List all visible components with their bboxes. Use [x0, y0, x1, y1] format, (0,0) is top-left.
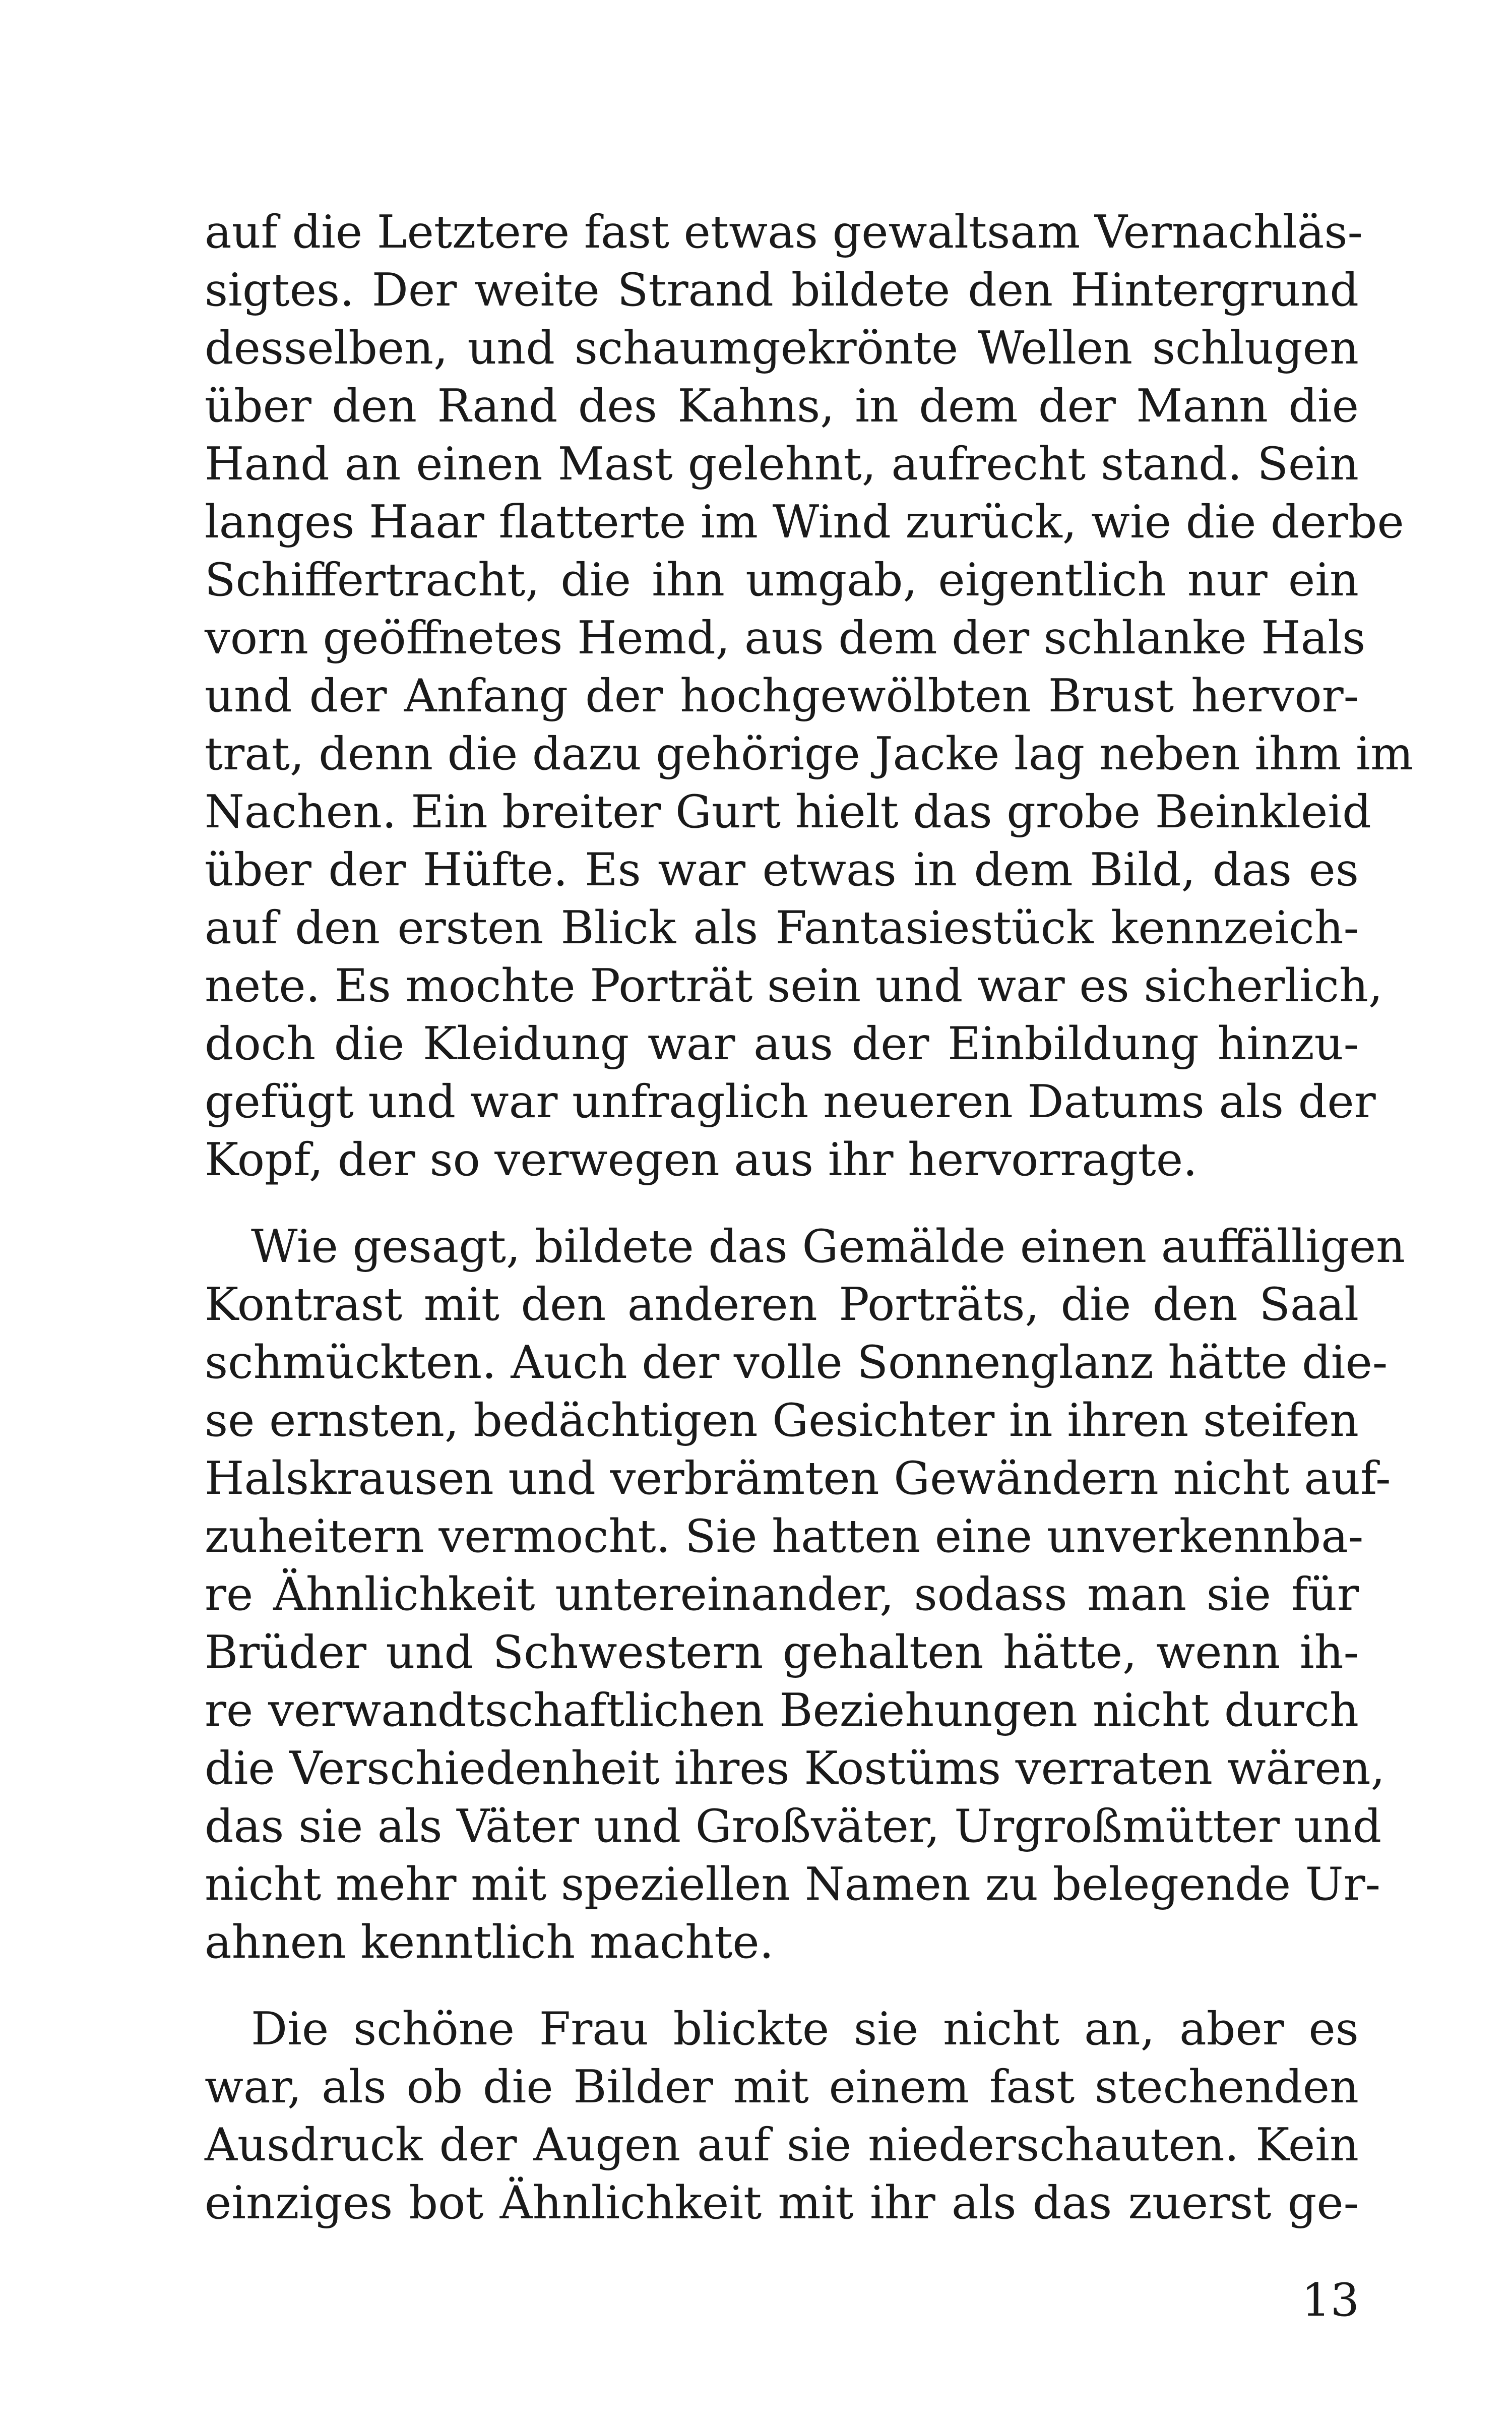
- paragraph-spacer: [205, 1971, 1359, 2000]
- text-line: doch die Kleidung war aus der Einbildung hinzu-: [205, 1017, 1359, 1070]
- text-line: über den Rand des Kahns, in dem der Mann die: [205, 380, 1359, 433]
- text-line: auf die Letztere fast etwas gewaltsam Vernachläs-: [205, 206, 1363, 259]
- text-line: Ausdruck der Augen auf sie niederschauten. Kein: [205, 2119, 1359, 2171]
- text-line: die Verschiedenheit ihres Kostüms verraten wären,: [205, 1742, 1385, 1795]
- text-line: se ernsten, bedächtigen Gesichter in ihren steifen: [205, 1394, 1359, 1447]
- text-line: gefügt und war unfraglich neueren Datums als der: [205, 1075, 1376, 1128]
- text-line: einziges bot Ähnlichkeit mit ihr als das zuerst ge-: [205, 2176, 1359, 2229]
- text-line: Nachen. Ein breiter Gurt hielt das grobe Beinkleid: [205, 785, 1371, 838]
- text-line: nicht mehr mit speziellen Namen zu belegende Ur-: [205, 1858, 1381, 1911]
- page-number: 13: [1301, 2274, 1359, 2327]
- text-line: Wie gesagt, bildete das Gemälde einen auffälligen: [251, 1220, 1406, 1273]
- text-line: Die schöne Frau blickte sie nicht an, aber es: [251, 2003, 1359, 2055]
- text-line: re verwandtschaftlichen Beziehungen nicht durch: [205, 1684, 1359, 1737]
- text-line: ahnen kenntlich machte.: [205, 1916, 774, 1969]
- text-line: trat, denn die dazu gehörige Jacke lag neben ihm im: [205, 728, 1414, 780]
- paragraph-spacer: [205, 1189, 1359, 1218]
- text-line: langes Haar flatterte im Wind zurück, wie die derbe: [205, 496, 1404, 549]
- text-line: vorn geöffnetes Hemd, aus dem der schlanke Hals: [205, 612, 1366, 664]
- text-line: war, als ob die Bilder mit einem fast stechenden: [205, 2061, 1359, 2113]
- text-line: das sie als Väter und Großväter, Urgroßmütter und: [205, 1800, 1382, 1853]
- text-line: Schiffertracht, die ihn umgab, eigentlich nur ein: [205, 554, 1359, 607]
- text-line: schmückten. Auch der volle Sonnenglanz hätte die-: [205, 1336, 1388, 1389]
- text-line: sigtes. Der weite Strand bildete den Hintergrund: [205, 264, 1359, 317]
- text-line: Kontrast mit den anderen Porträts, die den Saal: [205, 1278, 1359, 1331]
- text-line: auf den ersten Blick als Fantasiestück kennzeich-: [205, 901, 1359, 954]
- text-line: und der Anfang der hochgewölbten Brust hervor-: [205, 670, 1359, 722]
- body-text: [205, 203, 1414, 2232]
- text-line: re Ähnlichkeit untereinander, sodass man sie für: [205, 1568, 1359, 1621]
- text-line: Hand an einen Mast gelehnt, aufrecht stand. Sein: [205, 438, 1359, 491]
- text-line: nete. Es mochte Porträt sein und war es sicherlich,: [205, 959, 1383, 1012]
- text-line: Halskrausen und verbrämten Gewändern nicht auf-: [205, 1452, 1391, 1505]
- text-line: über der Hüfte. Es war etwas in dem Bild, das es: [205, 843, 1359, 896]
- text-line: Brüder und Schwestern gehalten hätte, wenn ih-: [205, 1626, 1359, 1679]
- text-line: Kopf, der so verwegen aus ihr hervorragte.: [205, 1133, 1198, 1186]
- text-line: desselben, und schaumgekrönte Wellen schlugen: [205, 322, 1359, 375]
- text-line: zuheitern vermocht. Sie hatten eine unverkennba-: [205, 1510, 1364, 1563]
